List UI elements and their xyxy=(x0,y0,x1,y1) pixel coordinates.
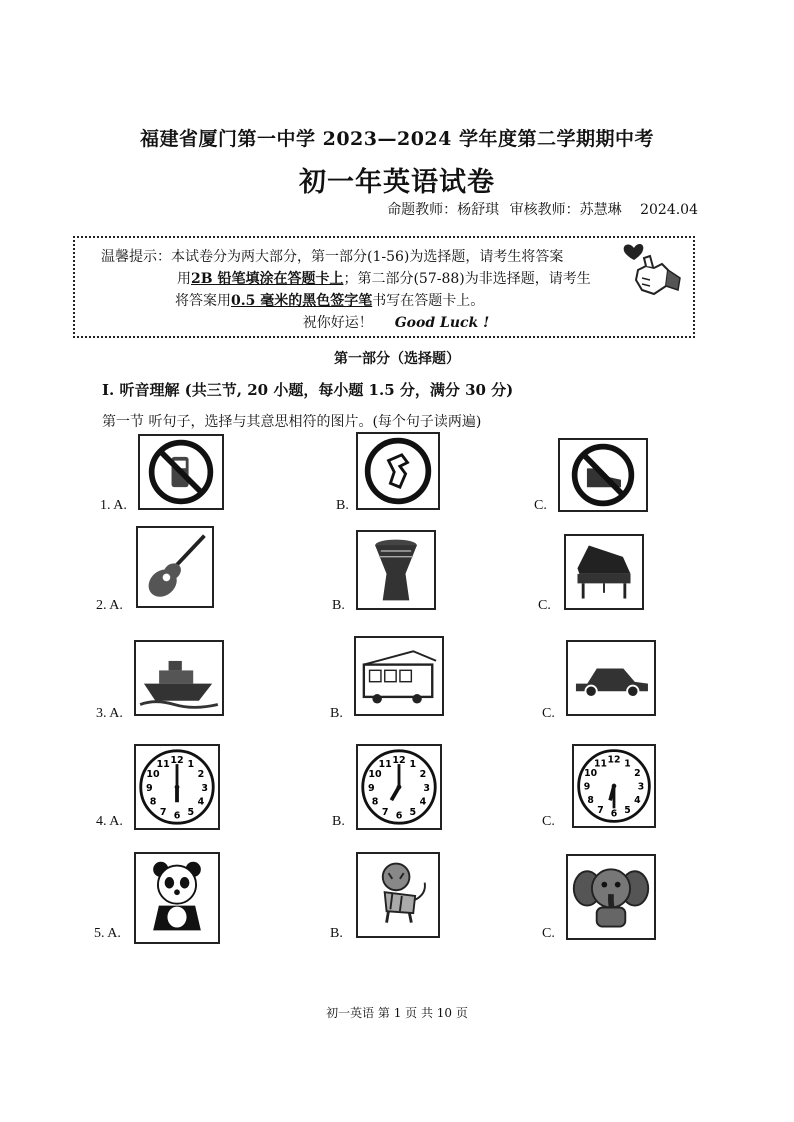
question-2-option-a-label: 2. A. xyxy=(96,598,123,613)
panda-picture xyxy=(134,852,220,944)
question-3-option-a-label: 3. A. xyxy=(96,706,123,721)
svg-text:6: 6 xyxy=(395,810,403,822)
question-2-option-c-label: C. xyxy=(538,598,551,613)
svg-text:3: 3 xyxy=(201,782,208,794)
svg-text:12: 12 xyxy=(392,755,406,767)
notice-line-3 xyxy=(101,290,621,312)
svg-text:5: 5 xyxy=(187,806,195,818)
clock-six-picture xyxy=(134,744,220,830)
svg-text:10: 10 xyxy=(368,768,382,780)
svg-text:12: 12 xyxy=(607,754,621,766)
notice-underline-pencil: 2B 铅笔填涂在答题卡上 xyxy=(191,271,344,287)
svg-text:7: 7 xyxy=(159,806,167,818)
exam-date: 2024.04 xyxy=(640,202,698,218)
piano-picture xyxy=(564,534,644,610)
notice-text xyxy=(101,246,621,334)
ship-picture xyxy=(134,640,224,716)
svg-text:8: 8 xyxy=(149,796,157,808)
svg-text:4: 4 xyxy=(634,795,641,807)
wish-en: Good Luck ! xyxy=(394,315,490,331)
clock-seven-picture xyxy=(356,744,442,830)
question-5-option-c-label: C. xyxy=(542,926,555,941)
elephant-picture xyxy=(566,854,656,940)
teacher-info xyxy=(381,199,698,219)
question-2-option-b-label: B. xyxy=(332,598,345,613)
notice-box xyxy=(73,236,695,338)
wish-cn: 祝你好运！ xyxy=(302,315,373,331)
svg-text:10: 10 xyxy=(584,768,598,780)
reviewer-label: 审核教师：苏慧琳 xyxy=(509,202,622,218)
good-luck-line xyxy=(101,312,621,334)
subsection-title: 第一节 听句子，选择与其意思相符的图片。(每个句子读两遍) xyxy=(102,414,482,430)
svg-text:11: 11 xyxy=(594,758,607,770)
svg-text:9: 9 xyxy=(368,782,375,794)
svg-text:6: 6 xyxy=(610,808,618,820)
notice-line-1: 温馨提示：本试卷分为两大部分，第一部分(1-56)为选择题，请考生将答案 xyxy=(101,249,564,265)
svg-text:11: 11 xyxy=(156,758,170,770)
question-3-option-c-label: C. xyxy=(542,706,555,721)
tiger-picture xyxy=(356,852,440,938)
question-1-option-b-label: B. xyxy=(336,498,349,513)
notice-line-2-pre: 用 xyxy=(177,271,191,287)
part-one-title: 第一部分（选择题） xyxy=(334,351,460,367)
svg-text:1: 1 xyxy=(187,758,195,770)
svg-text:3: 3 xyxy=(423,782,430,794)
svg-text:6: 6 xyxy=(173,810,181,822)
svg-text:5: 5 xyxy=(409,806,417,818)
school-title: 福建省厦门第一中学 2023—2024 学年度第二学期期中考 xyxy=(140,128,654,150)
svg-text:8: 8 xyxy=(587,795,594,807)
svg-text:9: 9 xyxy=(583,781,591,793)
svg-text:1: 1 xyxy=(409,758,417,770)
clock-half-past-six-picture xyxy=(572,744,656,828)
drum-picture xyxy=(356,530,436,610)
question-4-option-b-label: B. xyxy=(332,814,345,829)
notice-line-2 xyxy=(101,268,621,290)
setter-label: 命题教师：杨舒琪 xyxy=(387,202,500,218)
notice-line-3-pre: 将答案用 xyxy=(175,293,231,309)
notice-underline-pen: 0.5 毫米的黑色签字笔 xyxy=(231,293,373,309)
svg-text:2: 2 xyxy=(197,768,205,780)
svg-text:9: 9 xyxy=(146,782,153,794)
svg-text:1: 1 xyxy=(624,758,631,770)
svg-text:8: 8 xyxy=(371,796,379,808)
svg-text:12: 12 xyxy=(170,755,184,767)
notice-line-3-post: 书写在答题卡上。 xyxy=(372,293,485,309)
no-talking-sign-picture xyxy=(356,432,440,510)
question-3-option-b-label: B. xyxy=(330,706,343,721)
no-shoes-sign-picture xyxy=(558,438,648,512)
svg-text:7: 7 xyxy=(381,806,389,818)
exam-title: 初一年英语试卷 xyxy=(299,167,495,198)
page-footer: 初一英语 第 1 页 共 10 页 xyxy=(326,1006,468,1020)
question-5-option-b-label: B. xyxy=(330,926,343,941)
svg-text:7: 7 xyxy=(597,805,604,817)
question-1-option-a-label: 1. A. xyxy=(100,498,127,513)
svg-text:4: 4 xyxy=(419,796,427,808)
question-1-option-c-label: C. xyxy=(534,498,547,513)
svg-text:11: 11 xyxy=(378,758,392,770)
svg-text:10: 10 xyxy=(146,768,160,780)
question-4-option-c-label: C. xyxy=(542,814,555,829)
car-picture xyxy=(566,640,656,716)
guitar-picture xyxy=(136,526,214,608)
svg-text:2: 2 xyxy=(419,768,427,780)
thumbs-up-heart-icon xyxy=(620,240,686,300)
svg-text:2: 2 xyxy=(634,768,641,780)
notice-line-2-post: ；第二部分(57-88)为非选择题，请考生 xyxy=(343,271,591,287)
svg-text:3: 3 xyxy=(637,781,645,793)
svg-text:5: 5 xyxy=(624,805,631,817)
question-5-option-a-label: 5. A. xyxy=(94,926,121,941)
section-title: I. 听音理解 (共三节, 20 小题，每小题 1.5 分，满分 30 分) xyxy=(102,381,514,399)
question-4-option-a-label: 4. A. xyxy=(96,814,123,829)
no-phone-sign-picture xyxy=(138,434,224,510)
svg-text:4: 4 xyxy=(197,796,205,808)
bus-picture xyxy=(354,636,444,716)
